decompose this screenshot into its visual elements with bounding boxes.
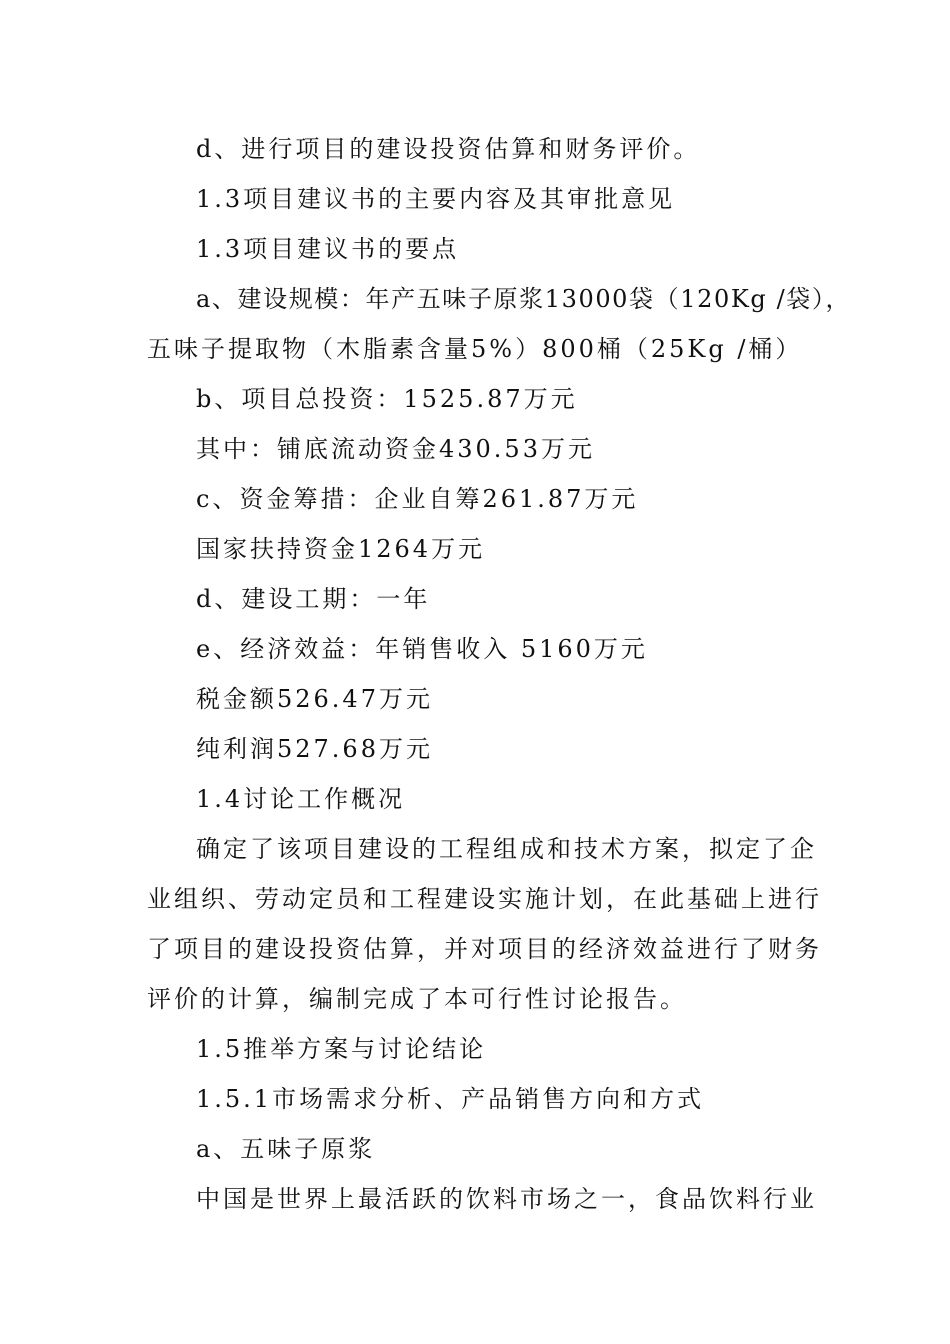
paragraph-line: c、资金筹措：企业自筹261.87万元 [196, 485, 639, 513]
paragraph-line: 确定了该项目建设的工程组成和技术方案，拟定了企 [196, 835, 817, 863]
paragraph-line: 五味子提取物（木脂素含量5%）800桶（25Kg /桶） [147, 335, 803, 363]
paragraph-line: 纯利润527.68万元 [196, 735, 433, 763]
paragraph-line: 国家扶持资金1264万元 [196, 535, 486, 563]
section-heading: 1.3项目建议书的主要内容及其审批意见 [196, 185, 676, 213]
paragraph-line: 其中：铺底流动资金430.53万元 [196, 435, 595, 463]
section-heading: 1.5.1市场需求分析、产品销售方向和方式 [196, 1085, 705, 1113]
paragraph-line: b、项目总投资：1525.87万元 [196, 385, 578, 413]
section-heading: 1.4讨论工作概况 [196, 785, 406, 813]
section-heading: 1.3项目建议书的要点 [196, 235, 460, 263]
paragraph-line: 税金额526.47万元 [196, 685, 433, 713]
paragraph-line: 评价的计算，编制完成了本可行性讨论报告。 [147, 985, 687, 1013]
paragraph-line: a、建设规模：年产五味子原浆13000袋（120Kg /袋）， [196, 285, 852, 313]
paragraph-line: d、建设工期：一年 [196, 585, 431, 613]
section-heading: 1.5推举方案与讨论结论 [196, 1035, 487, 1063]
paragraph-line: 业组织、劳动定员和工程建设实施计划，在此基础上进行 [147, 885, 822, 913]
paragraph-line: a、五味子原浆 [196, 1135, 376, 1163]
paragraph-line: e、经济效益：年销售收入 5160万元 [196, 635, 648, 663]
paragraph-line: 了项目的建设投资估算，并对项目的经济效益进行了财务 [147, 935, 822, 963]
paragraph-line: 中国是世界上最活跃的饮料市场之一，食品饮料行业 [196, 1185, 817, 1213]
paragraph-line: d、进行项目的建设投资估算和财务评价。 [196, 135, 701, 163]
